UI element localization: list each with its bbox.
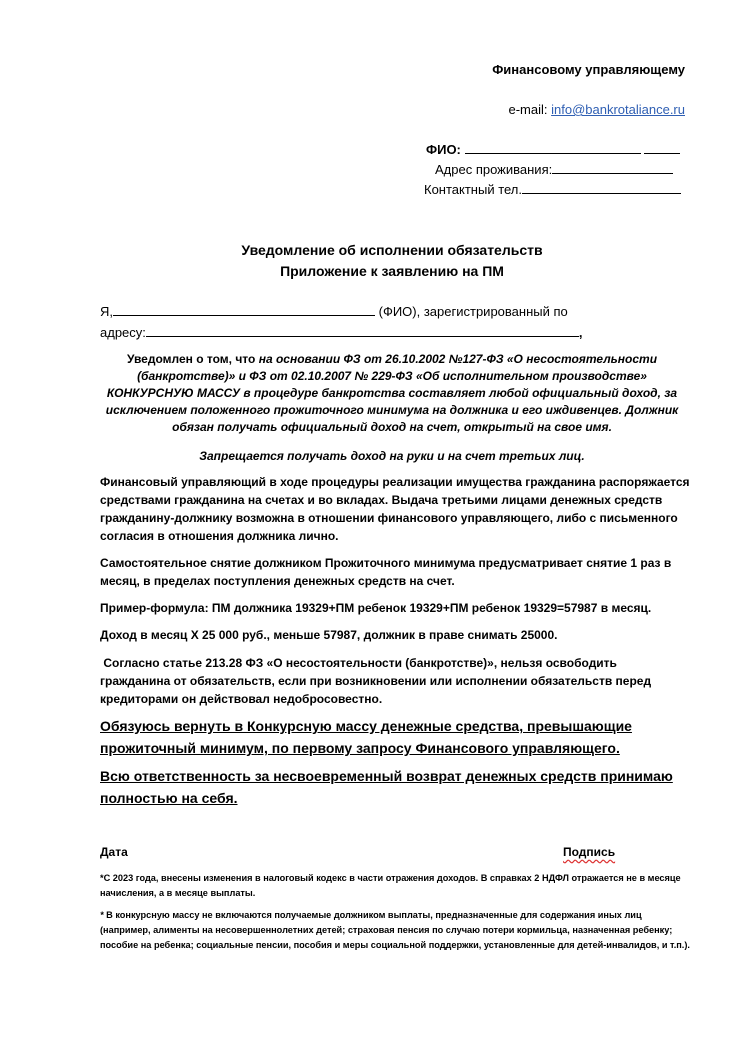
applicant-address-comma: , [578, 325, 583, 340]
paragraph-text: Финансовый управляющий в ходе процедуры реализации имущества гражданина распоряжается средствами гражданина на счетах и во вкладах. Выдача третьими лицами денежных средств гражданину-должнику возможна в отношении финансового управляющего, либо с письменного согласия в отношения должника лично. [100, 475, 690, 543]
fio-blank-line-2 [644, 153, 680, 154]
footnote-tax-code: *С 2023 года, внесены изменения в налоговый кодекс в части отражения доходов. В справках 2 НДФЛ отражается не в месяце начисления, а в месяце выплаты. [100, 873, 681, 898]
address-label: Адрес проживания: [435, 162, 553, 177]
document-title [100, 240, 684, 282]
fio-blank-line [465, 153, 641, 154]
paragraph-income-example [100, 626, 690, 644]
date-label: Дата [100, 845, 128, 859]
fio-label: ФИО: [426, 142, 461, 157]
phone-blank-line [522, 193, 681, 194]
paragraph-formula [100, 599, 690, 617]
applicant-name-line[interactable] [100, 304, 568, 319]
signature-label [563, 845, 615, 859]
address-blank-line [552, 173, 673, 174]
commitment-return-funds: Обязуюсь вернуть в Конкурсную массу денежные средства, превышающие прожиточный минимум, по первому запросу Финансового управляющего. [100, 718, 632, 756]
email-line [508, 102, 685, 117]
footnote-text: В конкурсную массу не включаются получаемые должником выплаты, предназначенные для содержания иных лиц (например, алименты на несовершеннолетних детей; страховая пенсия по случаю потери кормильца, назначенная ребенку; пособие на ребенка; социальные пенсии, пособия и меры социальной поддержки, установленные для детей-инвалидов, и т.п.). [100, 910, 690, 950]
email-link[interactable]: info@bankrotaliance.ru [551, 102, 685, 117]
title-line-2: Приложение к заявлению на ПМ [280, 263, 504, 279]
applicant-fio-hint: (ФИО), зарегистрированный по [378, 304, 568, 319]
paragraph-law-article [100, 654, 690, 708]
applicant-address-label: адресу: [100, 325, 146, 340]
notice-prohibition: Запрещается получать доход на руки и на счет третьих лиц. [199, 449, 585, 463]
recipient-line: Финансовому управляющему [492, 62, 685, 77]
notice-law-text: на основании ФЗ от 26.10.2002 №127-ФЗ «О несостоятельности (банкротстве)» и ФЗ от 02.10.2007 № 229-ФЗ «Об исполнительном производстве» КОНКУРСНУЮ МАССУ в процедуре банкротства составляет любой официальный доход, за исключением положенного прожиточного минимума на должника и его иждивенцев. Должник обязан получать официальный доход на счет, открытый на свое имя. [105, 352, 679, 434]
applicant-fio-blank [113, 315, 375, 316]
phone-label: Контактный тел. [424, 182, 523, 197]
paragraph-financial-manager [100, 473, 690, 545]
applicant-address-line[interactable] [100, 325, 583, 340]
paragraph-text: Самостоятельное снятие должником Прожиточного минимума предусматривает снятие 1 раз в месяц, в пределах поступления денежных средств на счет. [100, 556, 672, 588]
footnote-excluded-payments [100, 908, 690, 953]
signature-label-text: Подпись [563, 845, 616, 859]
paragraph-withdrawal [100, 554, 690, 590]
paragraph-text: Пример-формула: ПМ должника 19329+ПМ ребенок 19329+ПМ ребенок 19329=57987 в месяц. [100, 601, 652, 615]
notice-block [100, 351, 684, 436]
footnote-star: * [100, 910, 104, 920]
paragraph-text: Доход в месяц Х 25 000 руб., меньше 57987, должник в праве снимать 25000. [100, 628, 558, 642]
notice-intro: Уведомлен о том, что [126, 352, 259, 366]
phone-field[interactable] [424, 182, 681, 197]
applicant-address-blank [146, 336, 579, 337]
address-field[interactable] [435, 162, 673, 177]
email-label: e-mail: [508, 102, 552, 117]
paragraph-text: Согласно статье 213.28 ФЗ «О несостоятельности (банкротстве)», нельзя освободить гражданина от обязательств, если при возникновении или исполнении обязательств перед кредиторами он действовал недобросовестно. [100, 656, 655, 706]
applicant-i-label: Я, [100, 304, 113, 319]
title-line-1: Уведомление об исполнении обязательств [241, 242, 543, 258]
fio-field[interactable] [426, 142, 680, 157]
commitment-responsibility: Всю ответственность за несвоевременный возврат денежных средств принимаю полностью на себя. [100, 768, 673, 806]
